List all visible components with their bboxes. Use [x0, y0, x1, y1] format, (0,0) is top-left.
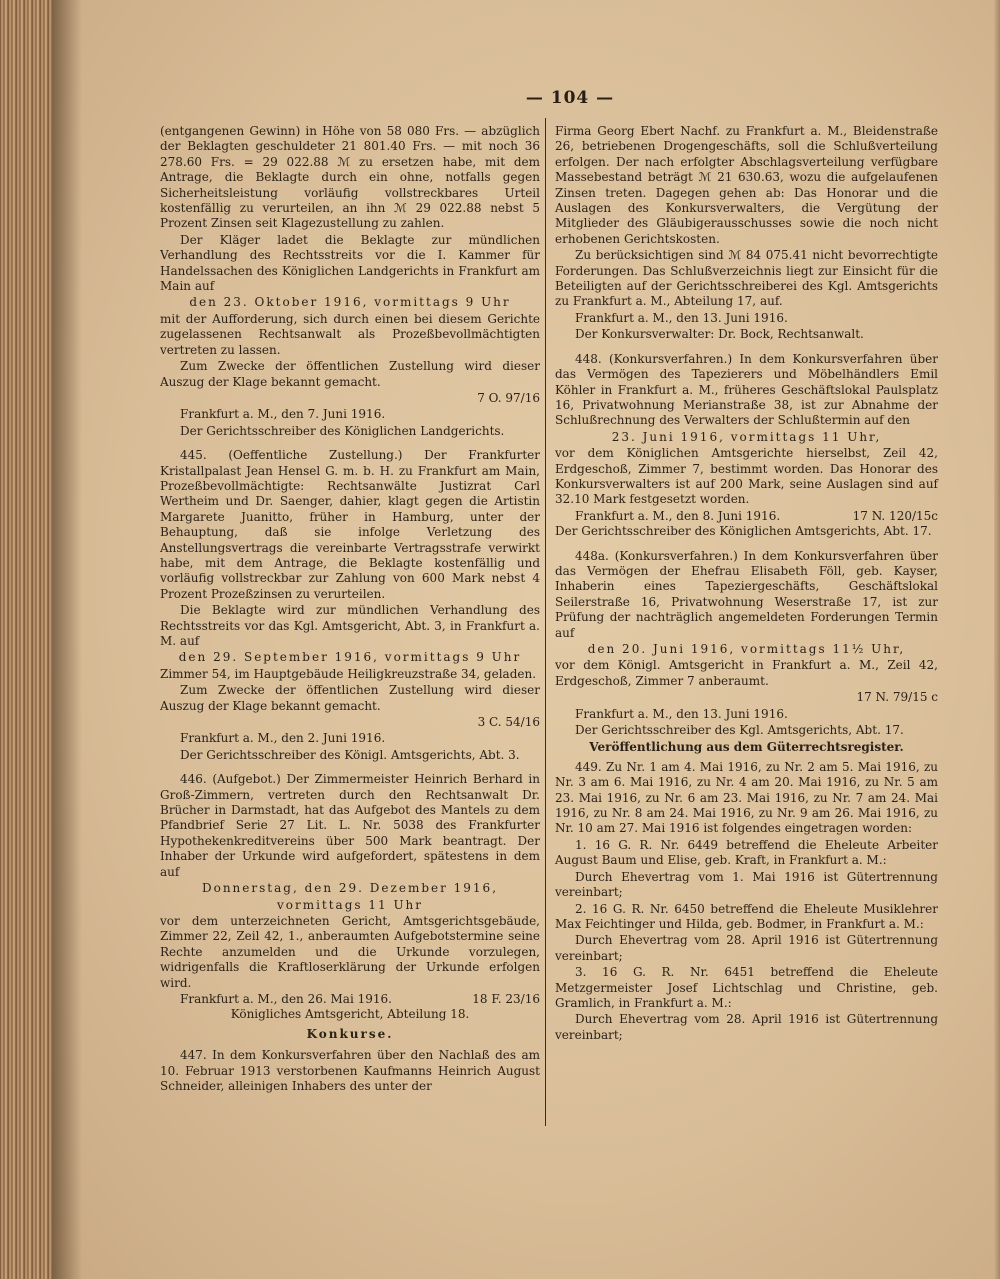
gutter-shadow	[52, 0, 82, 1279]
signature: Der Gerichtsschreiber des Königlichen Landgerichts.	[180, 423, 505, 438]
date-line: Donnerstag, den 29. Dezember 1916,	[201, 881, 499, 896]
case-reference: 7 O. 97/16	[477, 390, 540, 405]
place-date: Frankfurt a. M., den 7. Juni 1916.	[180, 407, 386, 422]
place-date: Frankfurt a. M., den 8. Juni 1916.	[575, 508, 781, 523]
register-entry-detail: Durch Ehevertrag vom 28. April 1916 ist Gütertrennung vereinbart;	[555, 1012, 938, 1042]
paragraph: Firma Georg Ebert Nachf. zu Frankfurt a. M., Bleidenstraße 26, betriebenen Drogengeschäfts, soll die Schlußverteilung erfolgen. Der nach erfolgter Abschlagsverteilung verfügbare Massebestand beträgt ℳ 21 630.63, wozu die aufgelaufenen Zinsen treten. Dagegen gehen ab: Das Honorar und die Auslagen des Konkursverwalters, die Vergütung der Mitglieder des Gläubigerausschusses sowie die noch nicht erhobenen Gerichtskosten.	[555, 124, 938, 246]
signature: Der Gerichtsschreiber des Königl. Amtsgerichts, Abt. 3.	[180, 747, 520, 762]
right-column	[555, 124, 938, 1044]
place-date: Frankfurt a. M., den 2. Juni 1916.	[180, 731, 386, 746]
paragraph: Zum Zwecke der öffentlichen Zustellung wird dieser Auszug der Klage bekannt gemacht.	[160, 359, 540, 389]
paragraph: Die Beklagte wird zur mündlichen Verhandlung des Rechtsstreits vor das Kgl. Amtsgericht, Abt. 3, in Frankfurt a. M. auf	[160, 603, 540, 648]
date-line: den 20. Juni 1916, vormittags 11½ Uhr,	[587, 642, 906, 656]
section-heading: Konkurse.	[306, 1026, 394, 1041]
signature: Königliches Amtsgericht, Abteilung 18.	[230, 1007, 470, 1022]
paragraph: vor dem Königlichen Amtsgerichte hierselbst, Zeil 42, Erdgeschoß, Zimmer 7, bestimmt worden. Das Honorar des Konkursverwalters ist auf 200 Mark, seine Auslagen sind auf 32.10 Mark festgesetzt worden.	[555, 446, 938, 507]
paragraph: Zimmer 54, im Hauptgebäude Heiligkreuzstraße 34, geladen.	[160, 666, 537, 681]
case-reference: 17 N. 79/15 c	[856, 690, 938, 705]
signature: Der Konkursverwalter: Dr. Bock, Rechtsanwalt.	[575, 327, 864, 342]
paragraph: Zu berücksichtigen sind ℳ 84 075.41 nicht bevorrechtigte Forderungen. Das Schlußverzeichnis liegt zur Einsicht für die Beteiligten auf der Gerichtsschreiberei des Kgl. Amtsgerichts zu Frankfurt a. M., Abteilung 17, auf.	[555, 248, 938, 309]
notice-446: 446. (Aufgebot.) Der Zimmermeister Heinrich Berhard in Groß-Zimmern, vertreten durch den Rechtsanwalt Dr. Brücher in Darmstadt, hat das Aufgebot des Mantels zu dem Pfandbrief Serie 27 Lit. L. Nr. 5038 des Frankfurter Hypothekenkreditvereins über 500 Mark beantragt. Der Inhaber der Urkunde wird aufgefordert, spätestens in dem auf	[160, 772, 540, 879]
register-entry-detail: Durch Ehevertrag vom 1. Mai 1916 ist Gütertrennung vereinbart;	[555, 869, 938, 900]
case-reference: 18 F. 23/16	[472, 991, 540, 1006]
left-column	[160, 124, 540, 1095]
paragraph: Der Kläger ladet die Beklagte zur mündlichen Verhandlung des Rechtsstreits vor die I. Kammer für Handelssachen des Königlichen Landgerichts in Frankfurt am Main auf	[160, 232, 540, 294]
notice-448a: 448a. (Konkursverfahren.) In dem Konkursverfahren über das Vermögen der Ehefrau Elisabeth Föll, geb. Kayser, Inhaberin eines Tapeziergeschäfts, Geschäftslokal Seilerstraße 16, Privatwohnung Weserstraße 17, ist zur Prüfung der nachträglich angemeldeten Forderungen Termin auf	[555, 548, 938, 640]
paragraph: vor dem unterzeichneten Gericht, Amtsgerichtsgebäude, Zimmer 22, Zeil 42, 1., anberaumten Aufgebotstermine seine Rechte anzumelden und die Urkunde vorzulegen, widrigenfalls die Kraftloserklärung der Urkunde erfolgen wird.	[160, 913, 540, 990]
paragraph: vor dem Königl. Amtsgericht in Frankfurt a. M., Zeil 42, Erdgeschoß, Zimmer 7 anberaumt.	[555, 658, 938, 688]
column-divider	[545, 118, 546, 1126]
case-reference: 17 N. 120/15c	[852, 508, 938, 523]
paragraph: Zum Zwecke der öffentlichen Zustellung wird dieser Auszug der Klage bekannt gemacht.	[160, 683, 540, 713]
place-date: Frankfurt a. M., den 13. Juni 1916.	[575, 310, 788, 325]
paragraph: mit der Aufforderung, sich durch einen bei diesem Gerichte zugelassenen Rechtsanwalt als Prozeßbevollmächtigten vertreten zu lassen.	[160, 311, 540, 357]
section-heading: Veröffentlichung aus dem Güterrechtsregister.	[589, 740, 904, 755]
date-line: den 23. Oktober 1916, vormittags 9 Uhr	[189, 295, 511, 310]
notice-445: 445. (Oeffentliche Zustellung.) Der Frankfurter Kristallpalast Jean Hensel G. m. b. H. zu Frankfurt am Main, Prozeßbevollmächtigte: Rechtsanwälte Justizrat Carl Wertheim und Dr. Saenger, dahier, klagt gegen die Artistin Margarete Juanitto, früher in Hamburg, unter der Behauptung, daß sie infolge Verletzung des Anstellungsvertrags die vereinbarte Vertragsstrafe verwirkt habe, mit dem Antrage, die Beklagte kostenfällig und vorläufig vollstreckbar zur Zahlung von 600 Mark nebst 4 Prozent Prozeßzinsen zu verurteilen.	[160, 448, 540, 601]
page-number: — 104 —	[525, 88, 615, 108]
date-line: 23. Juni 1916, vormittags 11 Uhr,	[611, 429, 882, 444]
book-page-edges	[0, 0, 52, 1279]
register-entry: 3. 16 G. R. Nr. 6451 betreffend die Eheleute Metzgermeister Josef Lichtschlag und Christine, geb. Gramlich, in Frankfurt a. M.:	[555, 965, 938, 1010]
place-date: Frankfurt a. M., den 13. Juni 1916.	[575, 706, 788, 721]
case-reference: 3 C. 54/16	[477, 715, 540, 730]
register-entry-detail: Durch Ehevertrag vom 28. April 1916 ist Gütertrennung vereinbart;	[555, 933, 938, 963]
date-line: vormittags 11 Uhr	[276, 897, 424, 912]
signature: Der Gerichtsschreiber des Königlichen Amtsgerichts, Abt. 17.	[555, 524, 932, 539]
notice-448: 448. (Konkursverfahren.) In dem Konkursverfahren über das Vermögen des Tapezierers und Möbelhändlers Emil Köhler in Frankfurt a. M., früheres Geschäftslokal Paulsplatz 16, Privatwohnung Merianstraße 38, ist zur Abnahme der Schlußrechnung des Verwalters der Schlußtermin auf den	[555, 351, 938, 428]
register-entry: 2. 16 G. R. Nr. 6450 betreffend die Eheleute Musiklehrer Max Feichtinger und Hilda, geb. Bodmer, in Frankfurt a. M.:	[555, 901, 938, 931]
register-entry: 1. 16 G. R. Nr. 6449 betreffend die Eheleute Arbeiter August Baum und Elise, geb. Kraft, in Frankfurt a. M.:	[555, 837, 938, 868]
date-line: den 29. September 1916, vormittags 9 Uhr	[178, 650, 522, 665]
notice-447: 447. In dem Konkursverfahren über den Nachlaß des am 10. Februar 1913 verstorbenen Kaufmanns Heinrich August Schneider, alleinigen Inhabers des unter der	[160, 1048, 540, 1093]
signature: Der Gerichtsschreiber des Kgl. Amtsgerichts, Abt. 17.	[575, 723, 904, 738]
notice-449: 449. Zu Nr. 1 am 4. Mai 1916, zu Nr. 2 am 5. Mai 1916, zu Nr. 3 am 6. Mai 1916, zu Nr. 4 am 20. Mai 1916, zu Nr. 5 am 23. Mai 1916, zu Nr. 6 am 23. Mai 1916, zu Nr. 7 am 24. Mai 1916, zu Nr. 8 am 24. Mai 1916, zu Nr. 9 am 26. Mai 1916, zu Nr. 10 am 27. Mai 1916 ist folgendes eingetragen worden:	[555, 759, 938, 836]
paragraph: (entgangenen Gewinn) in Höhe von 58 080 Frs. — abzüglich der Beklagten geschuldeter 21 801.40 Frs. — mit noch 36 278.60 Frs. = 29 022.88 ℳ zu ersetzen habe, mit dem Antrage, die Beklagte durch ein ohne, notfalls gegen Sicherheitsleistung vorläufig vollstreckbares Urteil kostenfällig zu verurteilen, an ihn ℳ 29 022.88 nebst 5 Prozent Zinsen seit Klagezustellung zu zahlen.	[160, 124, 540, 231]
page-right-edge	[994, 0, 1000, 1279]
place-date: Frankfurt a. M., den 26. Mai 1916.	[180, 991, 392, 1006]
